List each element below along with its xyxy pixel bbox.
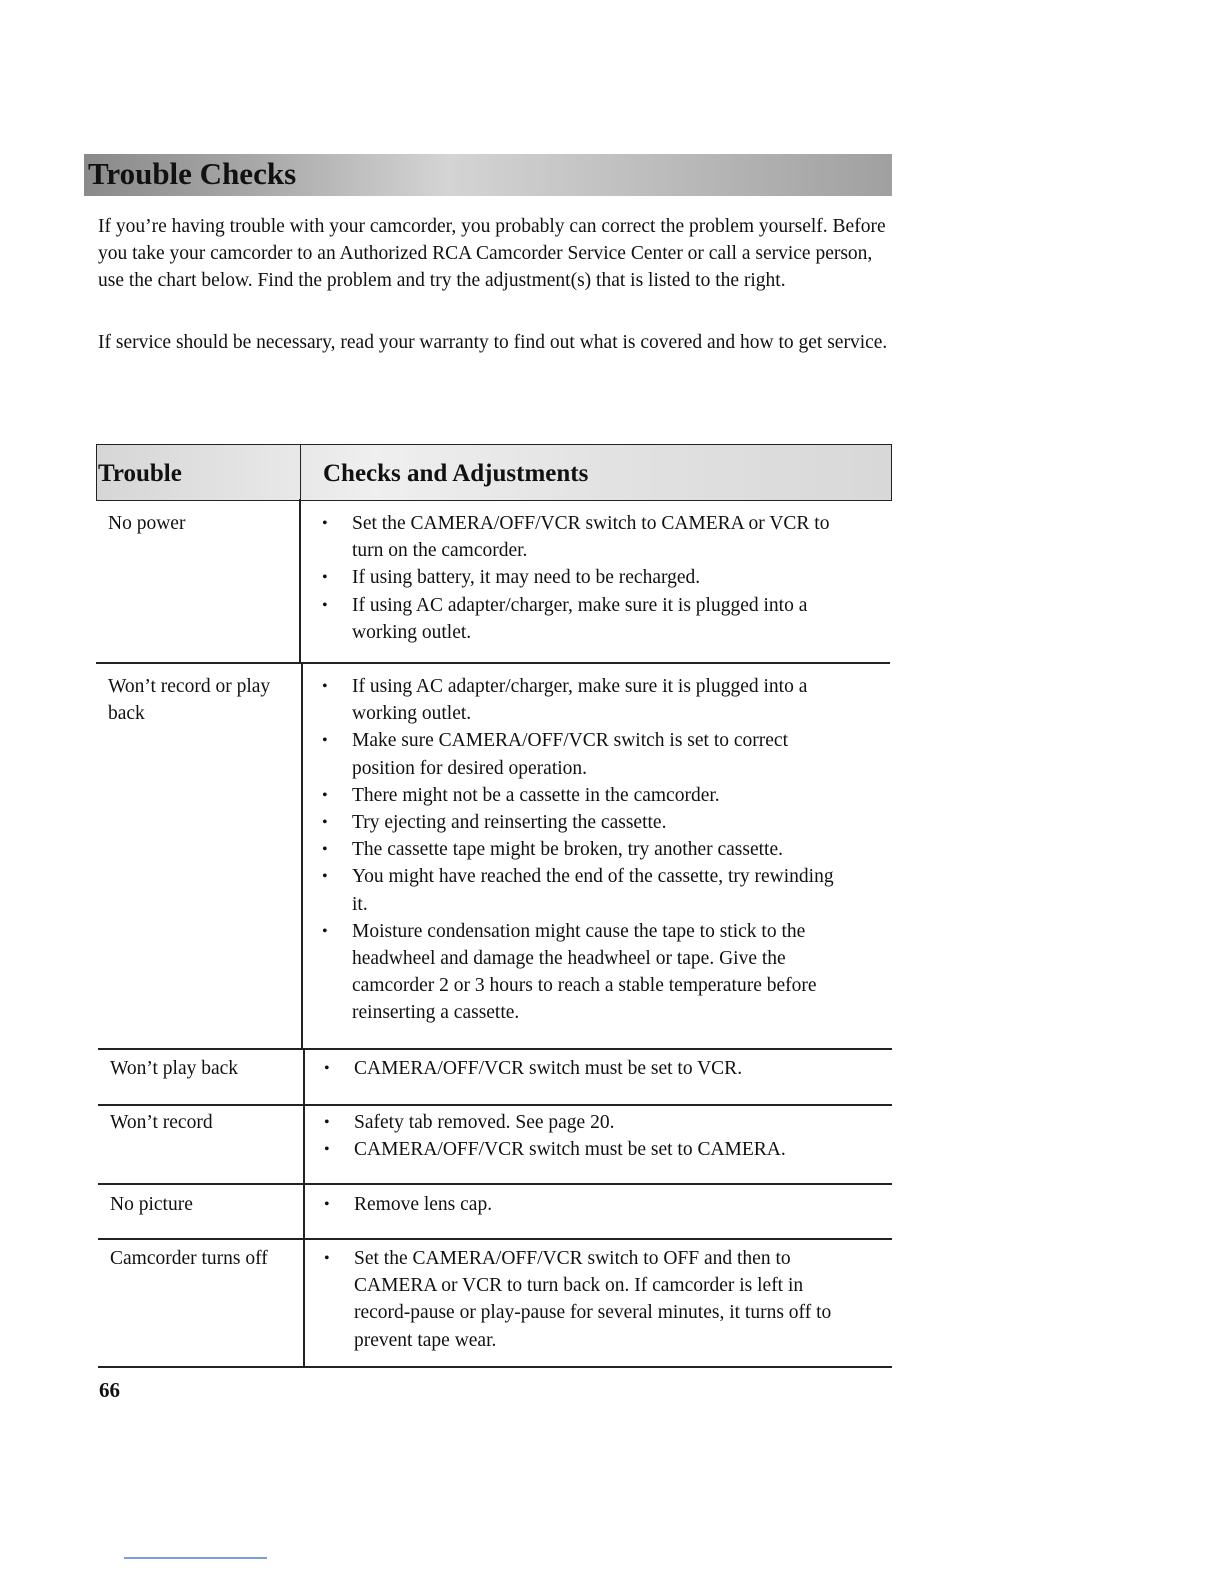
checks-list xyxy=(322,673,852,1027)
check-item: • Set the CAMERA/OFF/VCR switch to OFF and then to CAMERA or VCR to turn back on. If camcorder is left in record-pause or play-pause for several minutes, it turns off to prevent tape wear. xyxy=(324,1245,854,1354)
row-separator xyxy=(96,662,890,664)
check-item: • If using AC adapter/charger, make sure it is plugged into a working outlet. xyxy=(322,673,852,727)
column-divider xyxy=(303,1049,305,1367)
check-item: • The cassette tape might be broken, try another cassette. xyxy=(322,836,852,863)
check-item: • Try ejecting and reinserting the cassette. xyxy=(322,809,852,836)
check-item: • Remove lens cap. xyxy=(324,1191,854,1218)
checks-list xyxy=(324,1191,854,1218)
row-separator xyxy=(98,1366,892,1368)
check-item: • If using AC adapter/charger, make sure it is plugged into a working outlet. xyxy=(322,592,852,646)
trouble-cell: No picture xyxy=(110,1194,193,1215)
row-separator xyxy=(98,1048,892,1050)
section-title: Trouble Checks xyxy=(88,156,297,191)
check-item: • Make sure CAMERA/OFF/VCR switch is set to correct position for desired operation. xyxy=(322,727,852,781)
trouble-cell: Camcorder turns off xyxy=(110,1248,268,1269)
check-item: • Set the CAMERA/OFF/VCR switch to CAMERA or VCR to turn on the camcorder. xyxy=(322,510,852,564)
page-number: 66 xyxy=(99,1378,120,1402)
trouble-cell: No power xyxy=(108,513,186,534)
column-divider xyxy=(299,499,301,663)
row-separator xyxy=(98,1238,892,1240)
row-separator xyxy=(98,1104,892,1106)
table-header xyxy=(96,444,892,501)
checks-list xyxy=(322,510,852,646)
trouble-cell: Won’t record or play back xyxy=(108,676,271,725)
intro-paragraph: If service should be necessary, read your warranty to find out what is covered and how to get service. xyxy=(98,332,888,353)
footer-rule xyxy=(124,1557,267,1559)
check-item: • CAMERA/OFF/VCR switch must be set to VCR. xyxy=(324,1055,854,1082)
checks-list xyxy=(324,1109,854,1163)
checks-list xyxy=(324,1245,854,1354)
trouble-cell: Won’t play back xyxy=(110,1058,239,1079)
header-trouble: Trouble xyxy=(98,460,182,487)
check-item: • Safety tab removed. See page 20. xyxy=(324,1109,854,1136)
intro-paragraph: If you’re having trouble with your camcorder, you probably can correct the problem yourself. Before you take your camcorder to an Authorized RCA Camcorder Service Center or call a service person, use the chart below. Find the problem and try the adjustment(s) that is listed to the right. xyxy=(98,216,886,291)
header-checks-and-adjustments: Checks and Adjustments xyxy=(323,460,589,487)
checks-list xyxy=(324,1055,854,1082)
check-item: • Moisture condensation might cause the tape to stick to the headwheel and damage the headwheel or tape. Give the camcorder 2 or 3 hours to reach a stable temperature before reinserting a cassette. xyxy=(322,918,852,1027)
column-divider xyxy=(301,663,303,1049)
check-item: • You might have reached the end of the cassette, try rewinding it. xyxy=(322,863,852,917)
header-divider xyxy=(300,445,301,500)
trouble-cell: Won’t record xyxy=(110,1112,213,1133)
row-separator xyxy=(98,1183,892,1185)
check-item: • There might not be a cassette in the camcorder. xyxy=(322,782,852,809)
check-item: • If using battery, it may need to be recharged. xyxy=(322,564,852,591)
check-item: • CAMERA/OFF/VCR switch must be set to CAMERA. xyxy=(324,1136,854,1163)
